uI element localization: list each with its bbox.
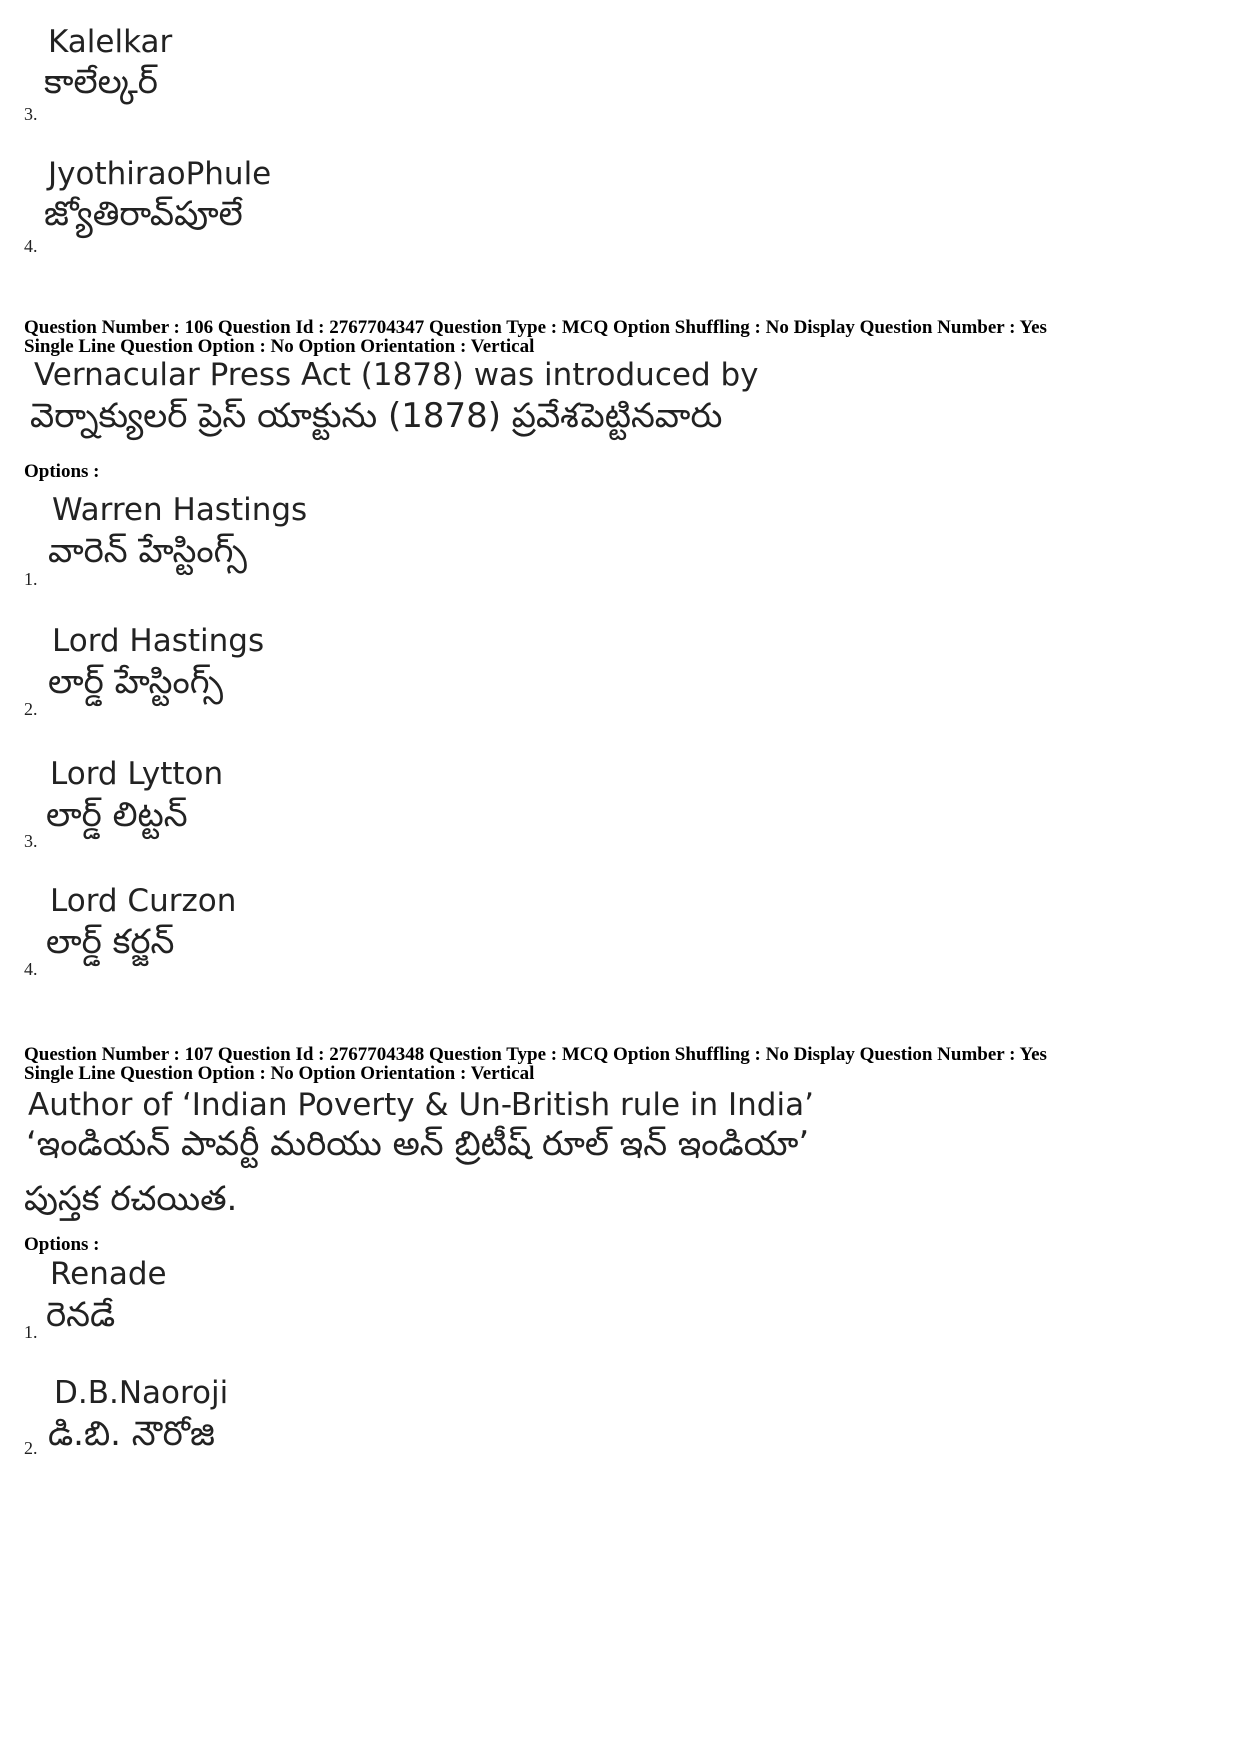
q106-option-2-telugu: లార్డ్ హేస్టింగ్స్ <box>48 662 224 702</box>
q106-option-2-number: 2. <box>24 699 38 719</box>
q106-question-telugu: వెర్నాక్యులర్ ప్రెస్ యాక్టును (1878) ప్రవేశపెట్టినవారు <box>30 396 723 436</box>
q106-option-3-telugu: లార్డ్ లిట్టన్ <box>46 795 188 835</box>
q106-option-4-number: 4. <box>24 959 38 979</box>
q107-option-2-number: 2. <box>24 1438 38 1458</box>
prev-option-4-number: 4. <box>24 236 38 256</box>
q107-options-label: Options : <box>24 1234 100 1255</box>
q106-option-4-english: Lord Curzon <box>50 883 237 919</box>
q106-option-3-number: 3. <box>24 831 38 851</box>
q106-meta-line1: Question Number : 106 Question Id : 2767704347 Question Type : MCQ Option Shuffling : No Display Question Number : Yes <box>24 317 1047 338</box>
q107-option-2-telugu: డి.బి. నౌరోజి <box>48 1414 215 1454</box>
q107-option-1-telugu: రెనడే <box>46 1295 116 1335</box>
prev-option-4-telugu: జ్యోతిరావ్‌పూలే <box>44 194 243 234</box>
prev-option-3-telugu: కాలేల్కర్ <box>44 62 158 102</box>
q106-option-1-number: 1. <box>24 569 38 589</box>
q107-meta-line1: Question Number : 107 Question Id : 2767704348 Question Type : MCQ Option Shuffling : No Display Question Number : Yes <box>24 1044 1047 1065</box>
q106-options-label: Options : <box>24 461 100 482</box>
prev-option-3-number: 3. <box>24 104 38 124</box>
q107-option-1-english: Renade <box>50 1256 167 1292</box>
q107-option-1-number: 1. <box>24 1322 38 1342</box>
q107-question-telugu-line2: పుస్తక రచయిత. <box>24 1179 238 1219</box>
q107-question-telugu-line1: ‘ఇండియన్ పావర్టీ మరియు అన్ బ్రిటీష్ రూల్ ఇన్ ఇండియా’ <box>26 1124 810 1164</box>
q107-meta-line2: Single Line Question Option : No Option Orientation : Vertical <box>24 1063 535 1084</box>
q106-option-3-english: Lord Lytton <box>50 756 224 792</box>
q106-question-english: Vernacular Press Act (1878) was introduced by <box>34 357 759 393</box>
prev-option-4-english: JyothiraoPhule <box>48 156 272 192</box>
q106-option-1-english: Warren Hastings <box>52 492 308 528</box>
q106-meta-line2: Single Line Question Option : No Option Orientation : Vertical <box>24 336 535 357</box>
q106-option-2-english: Lord Hastings <box>52 623 265 659</box>
q106-option-4-telugu: లార్డ్ కర్జన్ <box>46 922 175 962</box>
q107-option-2-english: D.B.Naoroji <box>54 1375 229 1411</box>
q107-question-english: Author of ‘Indian Poverty & Un-British rule in India’ <box>28 1087 814 1123</box>
q106-option-1-telugu: వారెన్ హేస్టింగ్స్ <box>48 531 247 571</box>
prev-option-3-english: Kalelkar <box>48 24 173 60</box>
